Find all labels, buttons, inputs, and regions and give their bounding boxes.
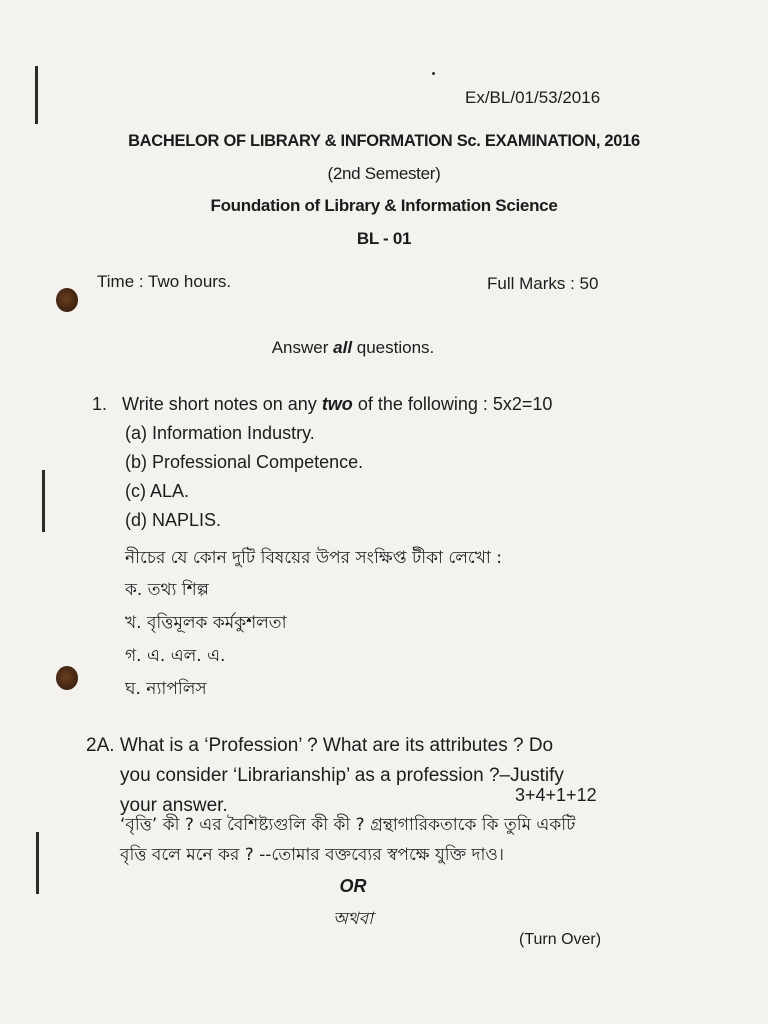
stray-mark [432, 72, 435, 75]
question-number: 1. [92, 394, 108, 414]
question-2a-bengali [120, 810, 575, 870]
option-d: (d) NAPLIS. [125, 510, 222, 530]
question-2a-bengali-line2: বৃত্তি বলে মনে কর ? --তোমার বক্তব্যের স্বপক্ষে যুক্তি দাও। [120, 845, 504, 865]
semester: (2nd Semester) [327, 164, 441, 183]
option-b: (b) Professional Competence. [125, 452, 364, 472]
instruction-post: questions. [352, 338, 435, 357]
full-marks: Full Marks : 50 [487, 274, 599, 293]
question-1-pre: Write short notes on any [122, 394, 322, 414]
option-c: (c) ALA. [125, 481, 190, 501]
punch-hole [56, 666, 78, 690]
instruction-emphasis: all [333, 338, 353, 357]
instruction-pre: Answer [271, 338, 334, 357]
question-2a-marks: 3+4+1+12 [515, 785, 597, 805]
time-allowed: Time : Two hours. [97, 272, 232, 291]
paper-code: BL - 01 [356, 229, 412, 248]
margin-mark [35, 66, 38, 124]
bengali-option-ga: গ. এ. এল. এ. [125, 646, 226, 666]
instruction [0, 338, 706, 358]
bengali-prompt: নীচের যে কোন দুটি বিষয়ের উপর সংক্ষিপ্ত টীকা লেখো : [125, 548, 502, 568]
question-1-post: of the following : 5x2=10 [352, 394, 553, 414]
or-separator-bengali: অথবা [332, 909, 374, 929]
bengali-option-ka: ক. তথ্য শিল্প [125, 580, 209, 600]
question-1 [92, 394, 552, 415]
exam-code: Ex/BL/01/53/2016 [465, 88, 601, 107]
bengali-option-kha: খ. বৃত্তিমূলক কর্মকুশলতা [125, 613, 287, 633]
bengali-option-gha: ঘ. ন্যাপলিস [125, 679, 207, 699]
or-separator: OR [339, 876, 367, 896]
punch-hole [56, 288, 78, 312]
turn-over: (Turn Over) [519, 931, 602, 948]
question-2a [86, 731, 626, 821]
question-2a-line2: you consider ‘Librarianship’ as a profession ?–Justify [120, 765, 564, 786]
question-1-emphasis: two [321, 394, 353, 414]
exam-title: BACHELOR OF LIBRARY & INFORMATION Sc. EXAMINATION, 2016 [128, 132, 640, 150]
question-2a-line1: What is a ‘Profession’ ? What are its attributes ? Do [119, 735, 554, 756]
question-2a-line3: your answer. [120, 795, 228, 816]
question-number: 2A. [86, 735, 115, 756]
margin-mark [42, 470, 45, 532]
option-a: (a) Information Industry. [125, 423, 315, 443]
question-2a-bengali-line1: ‘বৃত্তি’ কী ? এর বৈশিষ্ট্যগুলি কী কী ? গ্রন্থাগারিকতাকে কি তুমি একটি [120, 815, 576, 835]
paper-title: Foundation of Library & Information Science [210, 196, 558, 215]
